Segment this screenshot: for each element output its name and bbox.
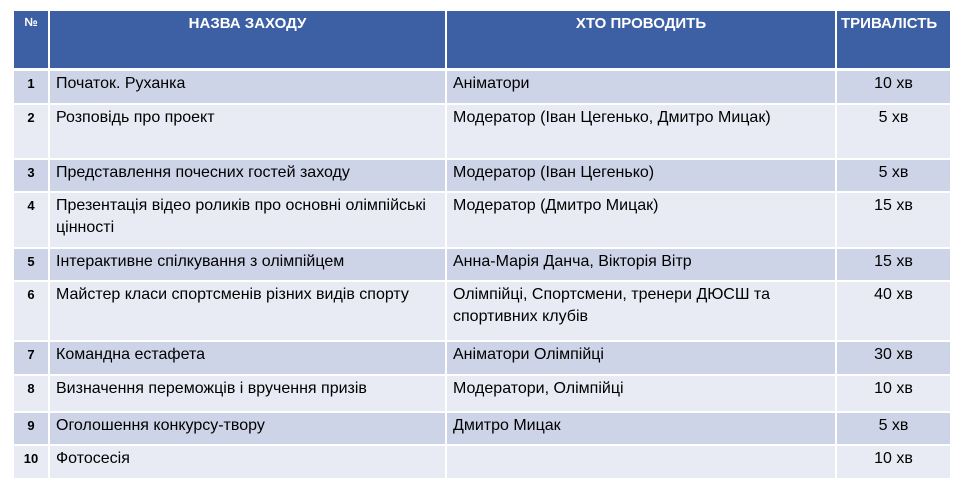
row-duration: 10 хв bbox=[836, 445, 951, 479]
row-duration: 15 хв bbox=[836, 192, 951, 248]
row-who: Олімпійці, Спортсмени, тренери ДЮСШ та спортивних клубів bbox=[446, 281, 836, 341]
row-who: Анна-Марія Данча, Вікторія Вітр bbox=[446, 248, 836, 281]
row-who: Модератор (Іван Цегенько) bbox=[446, 159, 836, 192]
header-name: НАЗВА ЗАХОДУ bbox=[49, 10, 446, 70]
row-name: Інтерактивне спілкування з олімпійцем bbox=[49, 248, 446, 281]
row-duration: 10 хв bbox=[836, 70, 951, 104]
row-duration: 40 хв bbox=[836, 281, 951, 341]
row-who: Модератор (Дмитро Мицак) bbox=[446, 192, 836, 248]
schedule-table bbox=[12, 9, 952, 480]
header-duration: ТРИВАЛІСТЬ bbox=[836, 10, 951, 70]
row-name: Презентація відео роликів про основні олімпійські цінності bbox=[49, 192, 446, 248]
table-row bbox=[13, 70, 951, 104]
row-duration: 15 хв bbox=[836, 248, 951, 281]
row-name: Командна естафета bbox=[49, 341, 446, 375]
row-name: Початок. Руханка bbox=[49, 70, 446, 104]
row-num: 8 bbox=[13, 375, 49, 412]
header-row bbox=[13, 10, 951, 70]
row-duration: 5 хв bbox=[836, 159, 951, 192]
table-row bbox=[13, 281, 951, 341]
row-who bbox=[446, 445, 836, 479]
table-row bbox=[13, 375, 951, 412]
row-num: 9 bbox=[13, 412, 49, 445]
row-name: Визначення переможців і вручення призів bbox=[49, 375, 446, 412]
table-row bbox=[13, 412, 951, 445]
row-num: 5 bbox=[13, 248, 49, 281]
table-row bbox=[13, 248, 951, 281]
row-who: Модератори, Олімпійці bbox=[446, 375, 836, 412]
table-row bbox=[13, 104, 951, 159]
row-duration: 30 хв bbox=[836, 341, 951, 375]
row-duration: 5 хв bbox=[836, 412, 951, 445]
row-num: 1 bbox=[13, 70, 49, 104]
table-row bbox=[13, 192, 951, 248]
row-num: 3 bbox=[13, 159, 49, 192]
row-num: 2 bbox=[13, 104, 49, 159]
row-num: 7 bbox=[13, 341, 49, 375]
row-duration: 10 хв bbox=[836, 375, 951, 412]
row-num: 10 bbox=[13, 445, 49, 479]
row-num: 6 bbox=[13, 281, 49, 341]
table-body bbox=[13, 70, 951, 479]
table-row bbox=[13, 341, 951, 375]
table-row bbox=[13, 445, 951, 479]
header-num: № bbox=[13, 10, 49, 70]
row-who: Дмитро Мицак bbox=[446, 412, 836, 445]
header-who: ХТО ПРОВОДИТЬ bbox=[446, 10, 836, 70]
row-name: Майстер класи спортсменів різних видів спорту bbox=[49, 281, 446, 341]
row-name: Розповідь про проект bbox=[49, 104, 446, 159]
row-duration: 5 хв bbox=[836, 104, 951, 159]
row-name: Представлення почесних гостей заходу bbox=[49, 159, 446, 192]
row-who: Аніматори Олімпійці bbox=[446, 341, 836, 375]
row-who: Модератор (Іван Цегенько, Дмитро Мицак) bbox=[446, 104, 836, 159]
row-name: Оголошення конкурсу-твору bbox=[49, 412, 446, 445]
row-num: 4 bbox=[13, 192, 49, 248]
table-row bbox=[13, 159, 951, 192]
row-name: Фотосесія bbox=[49, 445, 446, 479]
row-who: Аніматори bbox=[446, 70, 836, 104]
schedule-table-container bbox=[12, 9, 952, 480]
